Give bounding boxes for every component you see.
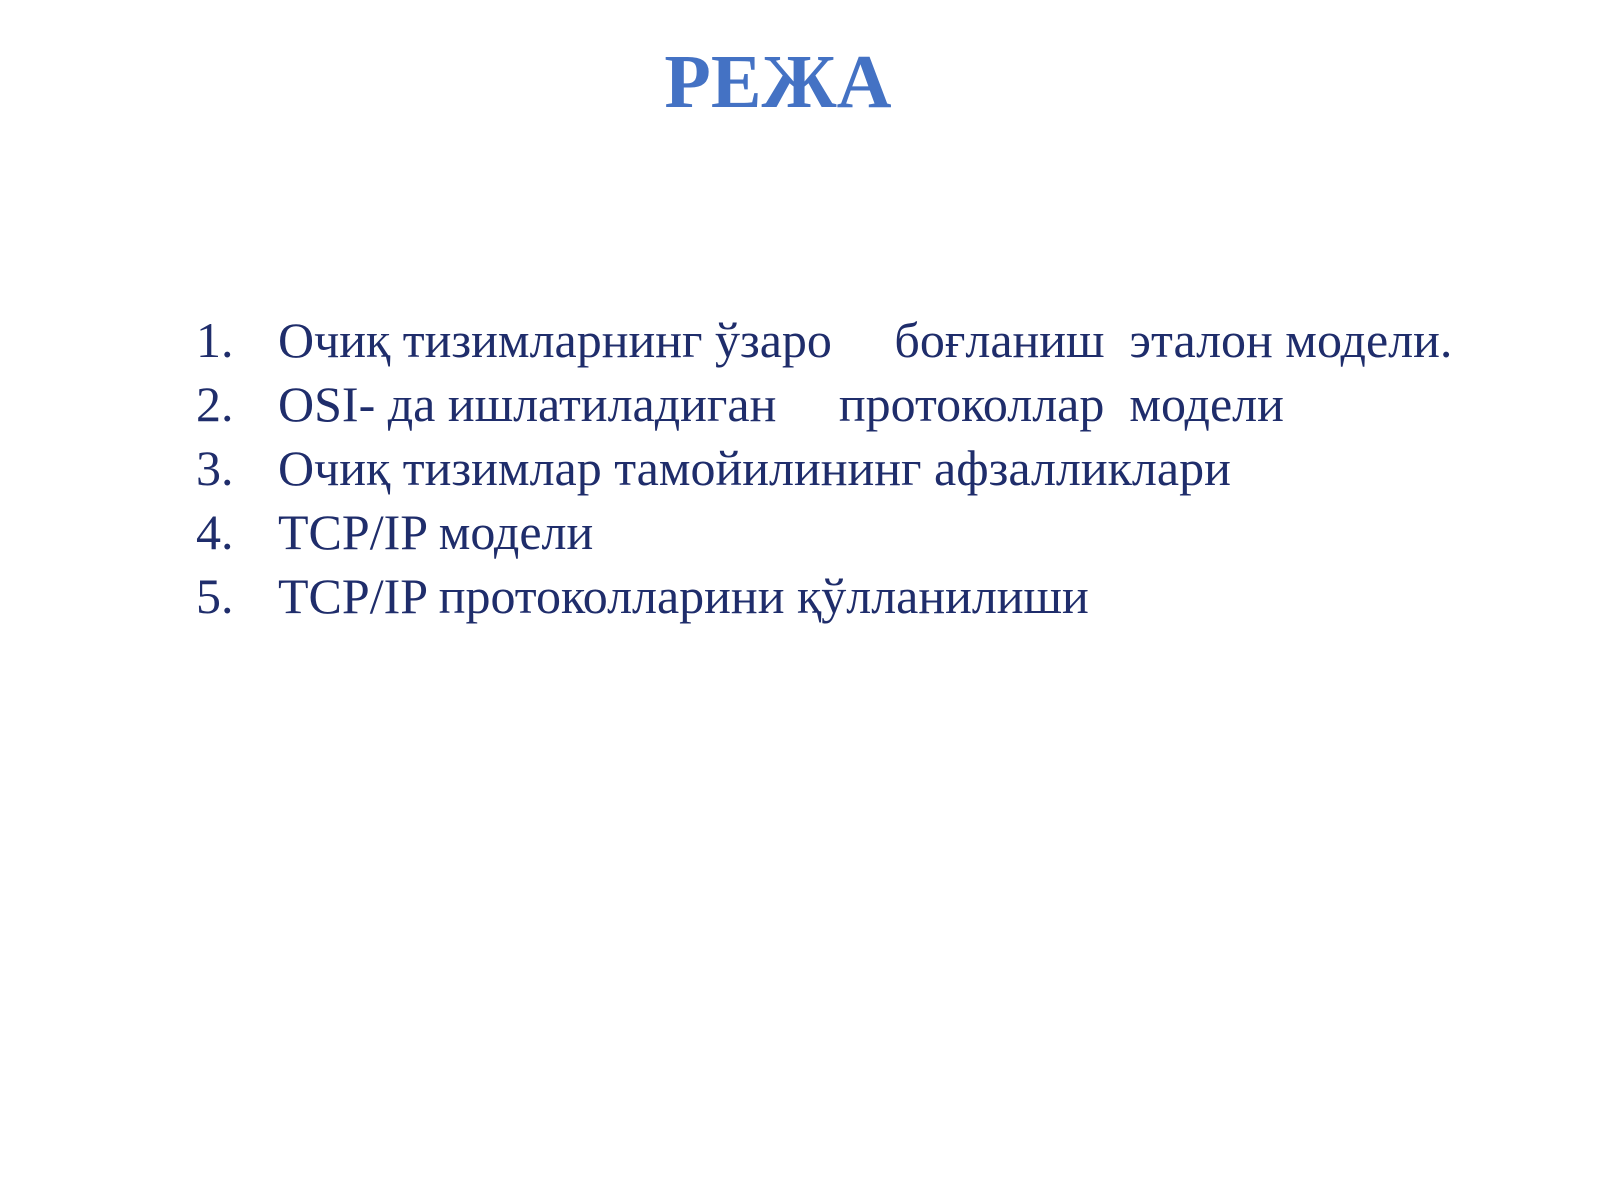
agenda-list bbox=[196, 308, 1586, 628]
list-item bbox=[196, 500, 1586, 564]
list-item bbox=[196, 308, 1586, 372]
list-item-text: Очиқ тизимларнинг ўзаро боғланиш эталон модели. bbox=[278, 312, 1453, 368]
list-item-text: TCP/IP модели bbox=[278, 504, 594, 560]
list-item-number: 4. bbox=[196, 504, 234, 560]
list-item bbox=[196, 372, 1586, 436]
list-item-number: 2. bbox=[196, 376, 234, 432]
list-item-number: 1. bbox=[196, 312, 234, 368]
list-item-number: 3. bbox=[196, 440, 234, 496]
list-item-text: OSI- да ишлатиладиган протоколлар модели bbox=[278, 376, 1284, 432]
slide-title: РЕЖА bbox=[664, 40, 892, 124]
list-item-text: Очиқ тизимлар тамойилининг афзалликлари bbox=[278, 440, 1231, 496]
list-item bbox=[196, 436, 1586, 500]
list-item bbox=[196, 564, 1586, 628]
list-item-text: TCP/IP протоколларини қўлланилиши bbox=[278, 568, 1089, 624]
list-item-number: 5. bbox=[196, 568, 234, 624]
